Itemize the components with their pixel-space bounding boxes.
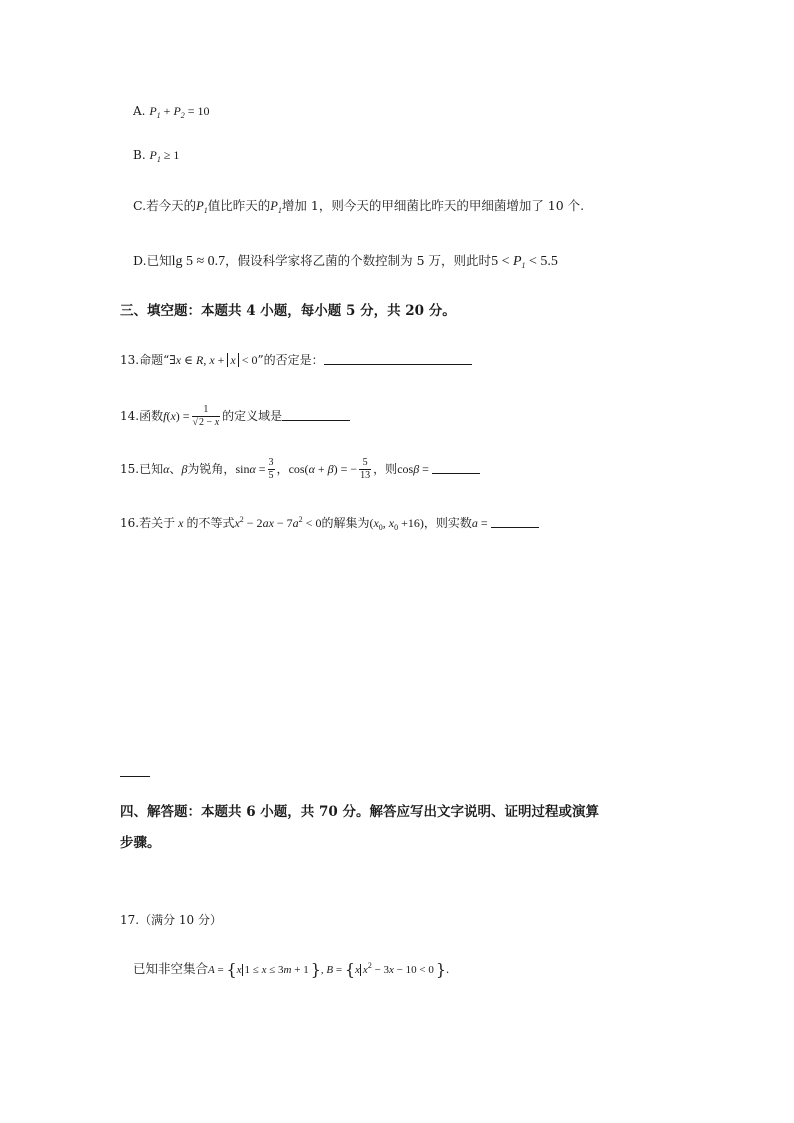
question-15 [120,455,480,483]
q16-prefix: 16. [120,516,140,530]
q16-text-3: 的解集为 [321,516,370,530]
option-a: A. $P_1 + P_2 = 10$ [133,104,210,120]
q16-text-4: ，则实数 [423,516,472,530]
q17-text-1: 已知非空集合 [133,961,209,976]
q15-cosbeta: cosβ = [397,462,432,476]
option-c-text-1: 若今天的 [146,198,197,213]
q17-set-a: A = {x 1 ≤ x ≤ 3m + 1 }, B = {x $x^2 - 3x - 10 < 0$ } [208,960,447,979]
q14-fraction: $\frac{1}{√2 - x}$ [192,404,220,428]
q15-text-5: ，则 [373,462,398,476]
q15-cos: cos(α + β) = − [288,462,358,476]
section-4-heading-line-1: 四、解答题：本题共 6 小题，共 70 分。解答应写出文字说明、证明过程或演算 [120,804,599,820]
option-c-prefix: C. [133,198,147,213]
section-3-heading: 三、填空题：本题共 4 小题，每小题 5 分，共 20 分。 [120,303,456,319]
q13-text-1: 命题“ [139,353,170,367]
q14-func: f [163,409,167,423]
q14-text-2: 的定义域是 [222,409,283,423]
q13-answer-blank[interactable] [324,352,472,365]
q15-text-3: 为锐角， [187,462,236,476]
q13-text-2: ”的否定是： [257,353,324,367]
option-c-text-2: 值比昨天的 [207,198,271,213]
option-a-prefix: A. [133,104,146,118]
q15-text-1: 已知 [139,462,164,476]
question-13 [120,352,472,368]
q15-prefix: 15. [120,462,140,476]
q13-prefix: 13. [120,353,140,367]
option-b: B. $P_1 \ge 1$ [133,148,180,164]
q14-prefix: 14. [120,409,140,423]
q15-sin: sinα = [235,462,266,476]
question-17-body: 已知非空集合A = {x 1 ≤ x ≤ 3m + 1 }, B = {x $x^2 - 3x - 10 < 0$ }. [133,960,450,979]
q15-frac-2: $\frac{5}{13}$ [360,457,371,481]
q16-x: x [175,516,187,530]
q16-answer-blank[interactable] [491,515,539,528]
q16-interval: ($x_0$, $x_0 +16$) [369,516,424,532]
q16-inequality: $x^2 - 2ax - 7a^2 < 0$ [234,515,322,530]
option-c [133,198,584,219]
q15-beta: β [181,462,188,476]
option-a-math: $P_1$ [149,104,161,120]
q15-alpha: α [163,462,170,476]
option-c-math-1: $P_1$ [196,199,208,215]
question-16: 16.若关于 x 的不等式$x^2 - 2ax - 7a^2 < 0$的解集为($x_0$, $x_0 +16$)，则实数a = [120,512,539,536]
q14-text-1: 函数 [139,409,164,423]
q15-text-4: ， [276,462,289,476]
q15-frac-1: $\frac{3}{5}$ [268,457,274,481]
question-17-title: 17.（满分 10 分） [120,913,222,927]
q15-answer-blank[interactable] [432,461,480,474]
question-14: 14.函数f(x) = $\frac{1}{√2 - x}$ 的定义域是 [120,402,350,430]
q16-a: a [471,516,478,530]
q16-text-2: 的不等式 [186,516,235,530]
q15-text-2: 、 [169,462,182,476]
option-d-text-2: ，假设科学家将乙菌的个数控制为 5 万，则此时 [225,253,492,268]
option-d-prefix: D. [133,253,147,268]
q16-text-1: 若关于 [139,516,176,530]
q13-math: ∃x ∈ R, x + x < 0 [169,353,258,367]
option-d-math-2: $5 < P_1 < 5.5$ [491,254,558,270]
q14-answer-blank[interactable] [282,408,350,421]
option-b-math: $P_1$ [149,148,161,164]
option-c-math-2: $P_1$ [270,199,282,215]
section-4-heading-line-2: 步骤。 [120,835,161,851]
separator-rule [120,776,150,777]
option-d-math-1: lg 5 ≈ 0.7 [171,254,226,269]
option-b-prefix: B. [133,148,146,162]
option-d [133,253,558,274]
option-c-text-3: 增加 1，则今天的甲细菌比昨天的甲细菌增加了 10 个. [281,198,585,213]
option-d-text-1: 已知 [146,253,172,268]
